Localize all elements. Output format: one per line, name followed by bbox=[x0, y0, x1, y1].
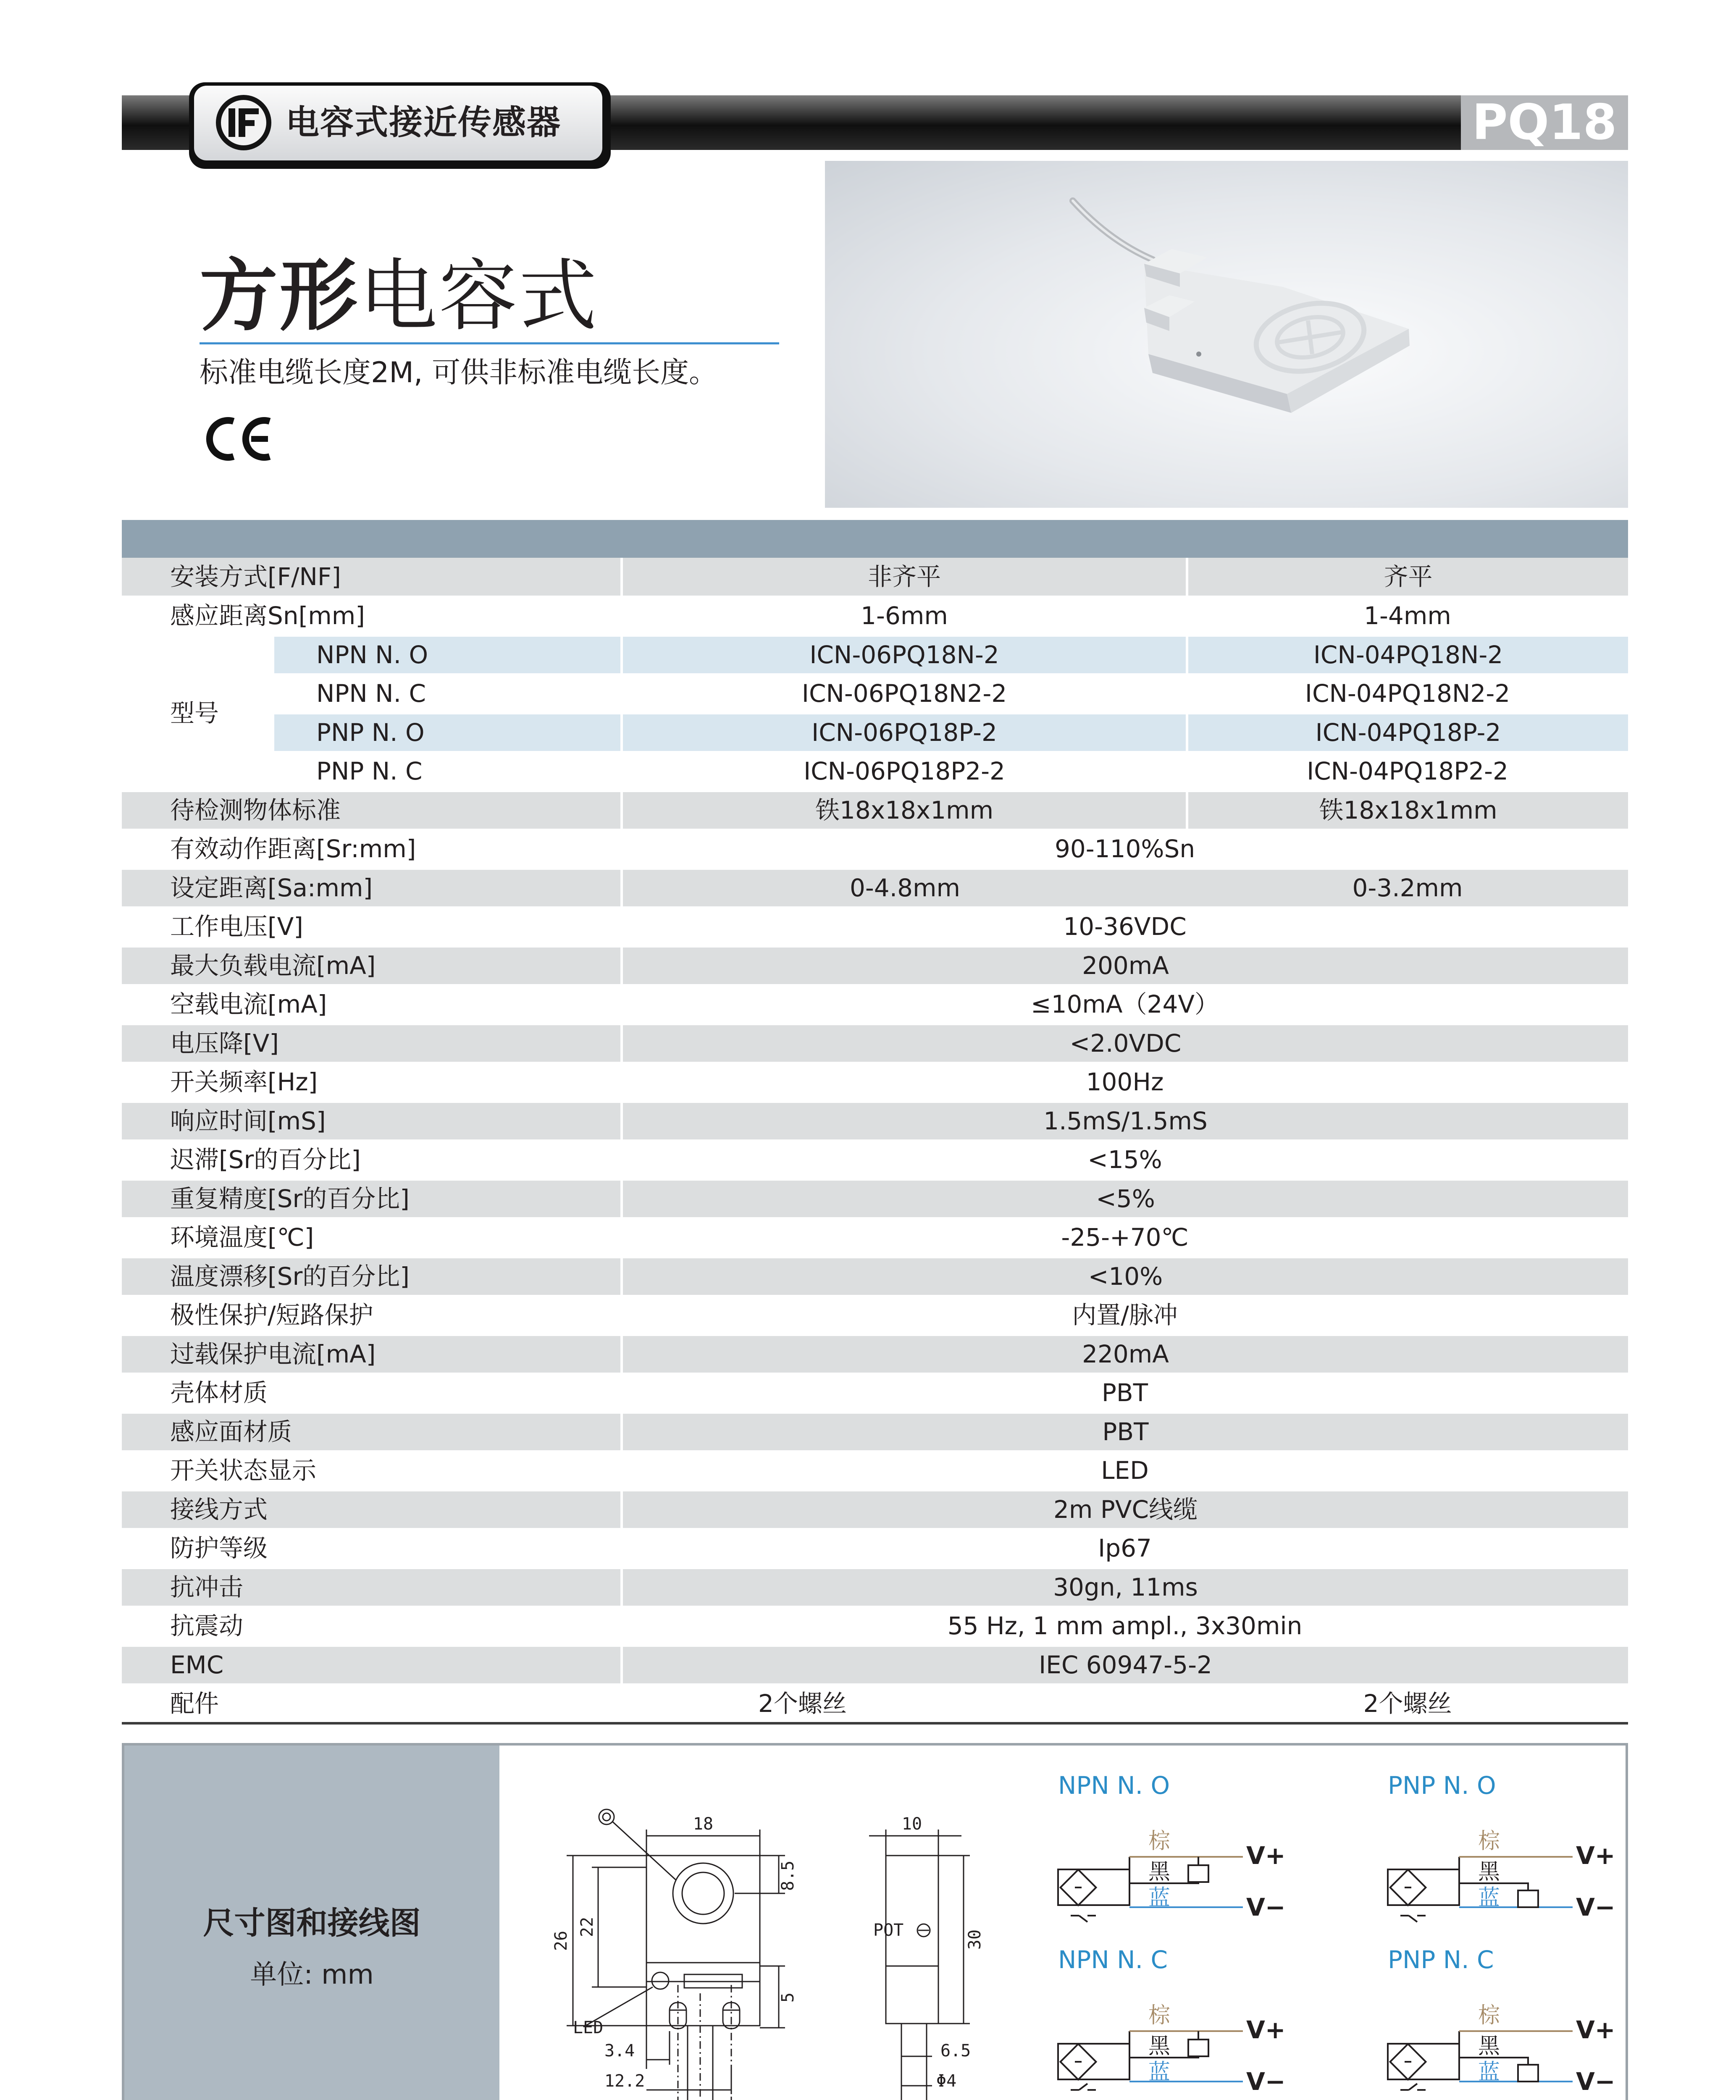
wire-label-brown: 棕 bbox=[1478, 2003, 1500, 2028]
model-type: NPN N. O bbox=[273, 635, 622, 675]
vplus-label: V+ bbox=[1246, 2016, 1286, 2044]
cell-flush: 2个螺丝 bbox=[1187, 1685, 1628, 1724]
led-label: LED bbox=[573, 2018, 604, 2037]
vplus-label: V+ bbox=[1246, 1841, 1286, 1870]
row-label: 待检测物体标准 bbox=[122, 791, 622, 830]
dim-6-5: 6.5 bbox=[940, 2041, 971, 2061]
row-value: 1.5mS/1.5mS bbox=[622, 1102, 1628, 1141]
load-symbol bbox=[1518, 1890, 1538, 1907]
row-label: 响应时间[mS] bbox=[122, 1102, 622, 1141]
drawing-unit: 单位: mm bbox=[250, 1959, 374, 1990]
dim-12-2: 12.2 bbox=[604, 2071, 645, 2091]
subtitle: 标准电缆长度2M, 可供非标准电缆长度。 bbox=[200, 356, 718, 389]
row-value: 55 Hz, 1 mm ampl., 3x30min bbox=[622, 1607, 1628, 1646]
row-label: 空载电流[mA] bbox=[122, 985, 622, 1024]
table-row bbox=[122, 830, 1628, 869]
table-row bbox=[122, 791, 1628, 830]
row-label: 迟滞[Sr的百分比] bbox=[122, 1141, 622, 1180]
page-title bbox=[200, 252, 599, 340]
wire-label-black: 黑 bbox=[1148, 1859, 1171, 1885]
dim-26: 26 bbox=[552, 1930, 571, 1951]
pot-label: POT bbox=[873, 1921, 904, 1940]
ce-mark-icon bbox=[201, 414, 276, 464]
row-label: 重复精度[Sr的百分比] bbox=[122, 1179, 622, 1218]
wiring-diagrams bbox=[1058, 1771, 1615, 2096]
vminus-label: V− bbox=[1576, 1893, 1615, 1922]
dim-10: 10 bbox=[901, 1814, 922, 1834]
table-row bbox=[122, 1141, 1628, 1180]
dim-8-5: 8.5 bbox=[778, 1860, 798, 1891]
row-value: LED bbox=[622, 1452, 1628, 1491]
model-flush: ICN-04PQ18N-2 bbox=[1187, 635, 1628, 675]
load-symbol bbox=[1188, 1865, 1208, 1882]
model-code: PQ18 bbox=[1472, 94, 1617, 151]
vminus-label: V− bbox=[1576, 2067, 1615, 2096]
row-label: 环境温度[℃] bbox=[122, 1218, 622, 1257]
cell-nonflush: 铁18x18x1mm bbox=[622, 791, 1187, 830]
table-row bbox=[122, 869, 1628, 908]
row-label: 安装方式[F/NF] bbox=[122, 558, 622, 597]
table-row bbox=[122, 1257, 1628, 1296]
row-label: 温度漂移[Sr的百分比] bbox=[122, 1257, 622, 1296]
wire-label-black: 黑 bbox=[1478, 2034, 1500, 2059]
wire-label-black: 黑 bbox=[1148, 2034, 1171, 2059]
vplus-label: V+ bbox=[1576, 2016, 1615, 2044]
table-row bbox=[122, 1607, 1628, 1646]
spec-table-header-bar bbox=[122, 520, 1628, 558]
vplus-label: V+ bbox=[1576, 1841, 1615, 1870]
model-flush: ICN-04PQ18P-2 bbox=[1187, 713, 1628, 752]
table-row bbox=[122, 752, 1628, 791]
title-bold: 方形 bbox=[200, 250, 360, 341]
row-value: IEC 60947-5-2 bbox=[622, 1646, 1628, 1685]
model-label: 型号 bbox=[122, 635, 273, 791]
table-row bbox=[122, 1063, 1628, 1102]
row-value: <15% bbox=[622, 1141, 1628, 1180]
row-value: 30gn, 11ms bbox=[622, 1568, 1628, 1607]
table-row bbox=[122, 1646, 1628, 1685]
dim-3-4: 3.4 bbox=[604, 2041, 635, 2061]
cell-flush: 铁18x18x1mm bbox=[1187, 791, 1628, 830]
row-value: ≤10mA（24V） bbox=[622, 985, 1628, 1024]
wire-label-black: 黑 bbox=[1478, 1859, 1500, 1885]
cell-nonflush: 1-6mm bbox=[622, 597, 1187, 636]
wiring-diagram bbox=[1388, 1945, 1615, 2096]
wiring-title: NPN N. O bbox=[1058, 1771, 1170, 1800]
row-value: <10% bbox=[622, 1257, 1628, 1296]
table-row bbox=[122, 635, 1628, 675]
row-value: 100Hz bbox=[622, 1063, 1628, 1102]
category-title: 电容式接近传感器 bbox=[286, 103, 561, 142]
row-label: 工作电压[V] bbox=[122, 908, 622, 947]
brand-logo-icon bbox=[214, 93, 273, 152]
table-row bbox=[122, 1296, 1628, 1335]
wiring-title: PNP N. C bbox=[1388, 1945, 1494, 1974]
row-label: 电压降[V] bbox=[122, 1024, 622, 1063]
table-row bbox=[122, 558, 1628, 597]
sensor-product-image bbox=[825, 161, 1628, 508]
row-label: 感应面材质 bbox=[122, 1412, 622, 1452]
row-value: 内置/脉冲 bbox=[622, 1296, 1628, 1335]
row-label: 抗冲击 bbox=[122, 1568, 622, 1607]
row-value: Ip67 bbox=[622, 1529, 1628, 1568]
row-label: 抗震动 bbox=[122, 1607, 622, 1646]
table-row bbox=[122, 1412, 1628, 1452]
cell-nonflush: 非齐平 bbox=[622, 558, 1187, 597]
dim-18: 18 bbox=[693, 1814, 714, 1834]
wire-label-brown: 棕 bbox=[1148, 1829, 1171, 1854]
load-symbol bbox=[1518, 2065, 1538, 2082]
dim-22: 22 bbox=[578, 1916, 597, 1937]
row-label: 最大负载电流[mA] bbox=[122, 946, 622, 985]
row-value: 220mA bbox=[622, 1335, 1628, 1374]
wiring-diagram bbox=[1388, 1771, 1615, 1922]
wiring-diagram bbox=[1058, 1771, 1286, 1922]
row-label: 设定距离[Sa:mm] bbox=[122, 869, 622, 908]
cell-nonflush: 0-4.8mm bbox=[622, 869, 1187, 908]
table-row bbox=[122, 1568, 1628, 1607]
row-value: 10-36VDC bbox=[622, 908, 1628, 947]
table-row bbox=[122, 713, 1628, 752]
row-label: 感应距离Sn[mm] bbox=[122, 597, 622, 636]
wire-label-brown: 棕 bbox=[1478, 1829, 1500, 1854]
vminus-label: V− bbox=[1246, 1893, 1286, 1922]
drawing-title: 尺寸图和接线图 bbox=[203, 1905, 421, 1941]
row-value: 200mA bbox=[622, 946, 1628, 985]
table-row bbox=[122, 1374, 1628, 1413]
row-value: <5% bbox=[622, 1179, 1628, 1218]
row-label: 极性保护/短路保护 bbox=[122, 1296, 622, 1335]
row-label: 开关频率[Hz] bbox=[122, 1063, 622, 1102]
model-flush: ICN-04PQ18N2-2 bbox=[1187, 675, 1628, 714]
table-row bbox=[122, 946, 1628, 985]
row-label: 过载保护电流[mA] bbox=[122, 1335, 622, 1374]
table-row bbox=[122, 1024, 1628, 1063]
cell-flush: 齐平 bbox=[1187, 558, 1628, 597]
wire-label-brown: 棕 bbox=[1148, 2003, 1171, 2028]
model-flush: ICN-04PQ18P2-2 bbox=[1187, 752, 1628, 791]
row-value: PBT bbox=[622, 1374, 1628, 1413]
row-label: 接线方式 bbox=[122, 1490, 622, 1529]
dim-5: 5 bbox=[778, 1992, 798, 2003]
wire-label-blue: 蓝 bbox=[1478, 2060, 1500, 2085]
wire-label-blue: 蓝 bbox=[1478, 1885, 1500, 1911]
row-value: <2.0VDC bbox=[622, 1024, 1628, 1063]
cell-nonflush: 2个螺丝 bbox=[622, 1685, 1187, 1724]
title-light: 电容式 bbox=[359, 250, 599, 341]
table-row bbox=[122, 1179, 1628, 1218]
row-label: 有效动作距离[Sr:mm] bbox=[122, 830, 622, 869]
table-row bbox=[122, 1529, 1628, 1568]
table-row bbox=[122, 1685, 1628, 1724]
wiring-title: PNP N. O bbox=[1388, 1771, 1496, 1800]
row-value: 90-110%Sn bbox=[622, 830, 1628, 869]
row-label: 壳体材质 bbox=[122, 1374, 622, 1413]
table-row bbox=[122, 1218, 1628, 1257]
row-value: -25-+70℃ bbox=[622, 1218, 1628, 1257]
dimension-and-wiring-diagram bbox=[499, 1746, 1626, 2100]
model-type: NPN N. C bbox=[273, 675, 622, 714]
product-photo bbox=[825, 161, 1628, 508]
load-symbol bbox=[1188, 2040, 1208, 2056]
row-label: 防护等级 bbox=[122, 1529, 622, 1568]
wire-label-blue: 蓝 bbox=[1148, 1885, 1171, 1911]
title-underline bbox=[200, 342, 779, 344]
table-row bbox=[122, 1490, 1628, 1529]
row-label: 开关状态显示 bbox=[122, 1452, 622, 1491]
spec-table bbox=[122, 558, 1628, 1725]
row-value: 2m PVC线缆 bbox=[622, 1490, 1628, 1529]
row-value: PBT bbox=[622, 1412, 1628, 1452]
dim-30: 30 bbox=[965, 1929, 985, 1950]
model-nonflush: ICN-06PQ18P2-2 bbox=[622, 752, 1187, 791]
cell-flush: 1-4mm bbox=[1187, 597, 1628, 636]
table-row bbox=[122, 597, 1628, 636]
cell-flush: 0-3.2mm bbox=[1187, 869, 1628, 908]
table-row bbox=[122, 1452, 1628, 1491]
wire-label-blue: 蓝 bbox=[1148, 2060, 1171, 2085]
table-row bbox=[122, 675, 1628, 714]
row-label: 配件 bbox=[122, 1685, 622, 1724]
table-row bbox=[122, 1102, 1628, 1141]
model-nonflush: ICN-06PQ18P-2 bbox=[622, 713, 1187, 752]
wiring-title: NPN N. C bbox=[1058, 1945, 1168, 1974]
row-label: EMC bbox=[122, 1646, 622, 1685]
model-type: PNP N. C bbox=[273, 752, 622, 791]
dim-phi4: Φ4 bbox=[936, 2071, 957, 2091]
model-nonflush: ICN-06PQ18N-2 bbox=[622, 635, 1187, 675]
model-type: PNP N. O bbox=[273, 713, 622, 752]
wiring-diagram bbox=[1058, 1945, 1286, 2096]
table-row bbox=[122, 1335, 1628, 1374]
vminus-label: V− bbox=[1246, 2067, 1286, 2096]
table-row bbox=[122, 985, 1628, 1024]
model-nonflush: ICN-06PQ18N2-2 bbox=[622, 675, 1187, 714]
table-row bbox=[122, 908, 1628, 947]
